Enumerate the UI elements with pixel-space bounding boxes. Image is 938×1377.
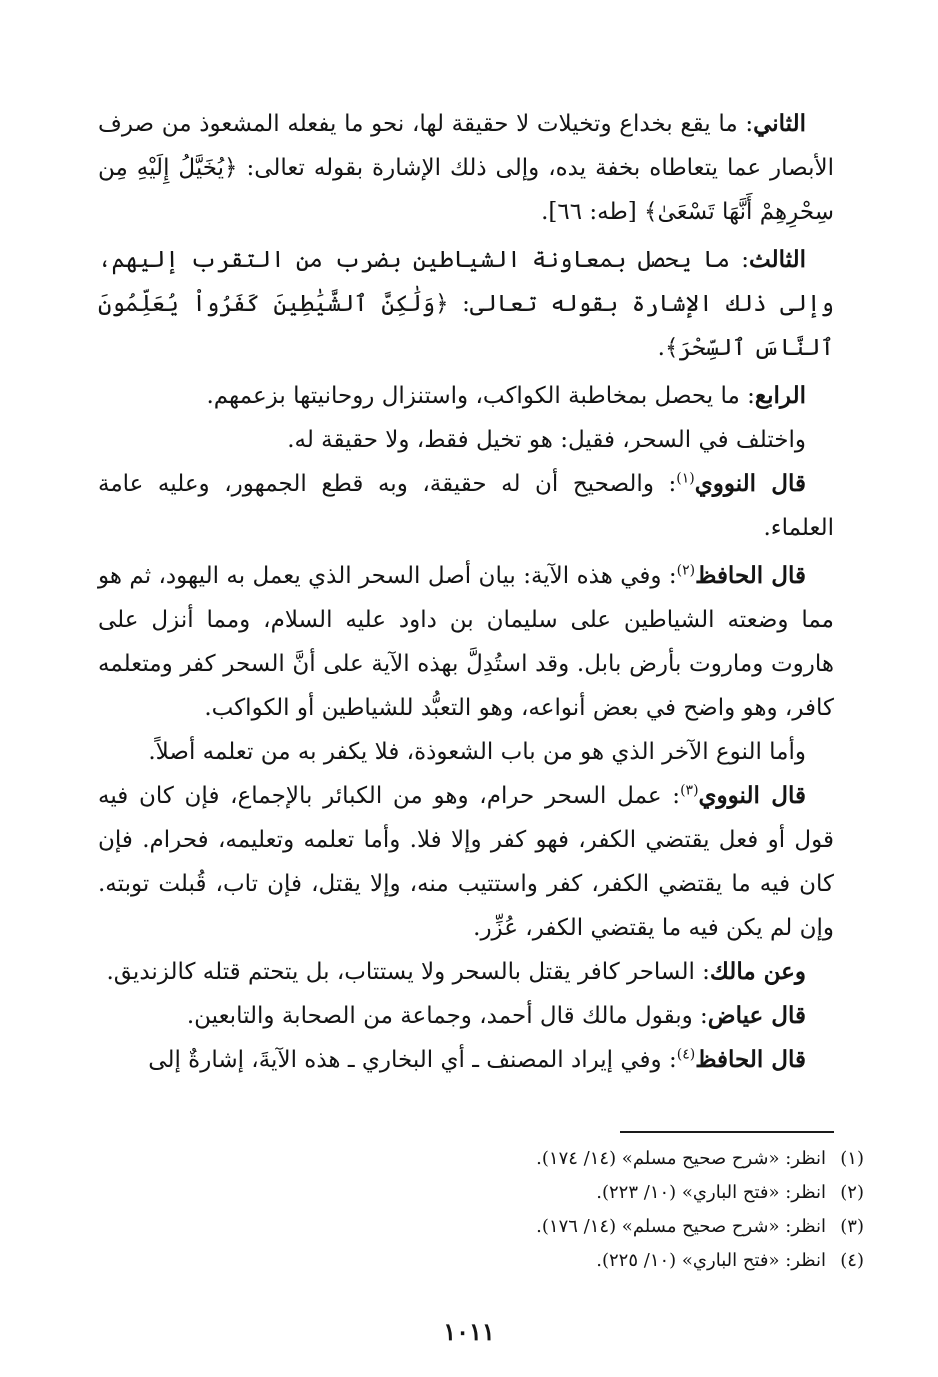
footnote-number: (٢) bbox=[840, 1182, 864, 1203]
paragraph-fourth-type bbox=[98, 374, 834, 418]
paragraph-lead: قال الحافظ bbox=[695, 1046, 806, 1073]
footnote-text: انظر: «شرح صحيح مسلم» (١٤/ ١٧٤). bbox=[536, 1148, 826, 1169]
paragraph-dispute bbox=[98, 418, 834, 462]
footnote-item bbox=[124, 1176, 864, 1210]
paragraph-body: : وفي إيراد المصنف ـ أي البخاري ـ هذه الآيةَ، إشارةٌ إلى bbox=[148, 1047, 677, 1073]
paragraph-body: : ما يحصل بمخاطبة الكواكب، واستنزال روحانيتها بزعمهم. bbox=[206, 383, 755, 409]
paragraph-body: : ما يحصل بمعاونة الشياطين بضرب من التقرب إليهم، وإلى ذلك الإشارة بقوله تعالى: ﴿وَلَٰكِنَّ ٱلشَّيَٰطِينَ كَفَرُواْ يُعَلِّمُونَ ٱلنَّاسَ ٱلسِّحْرَ﴾. bbox=[98, 247, 834, 361]
footnote-text: انظر: «شرح صحيح مسلم» (١٤/ ١٧٦). bbox=[536, 1216, 826, 1237]
footnote-item bbox=[124, 1142, 864, 1176]
paragraph-lead: الثاني bbox=[753, 110, 806, 137]
paragraph-lead: الثالث bbox=[749, 246, 806, 273]
paragraph-other-type bbox=[98, 730, 834, 774]
footnote-ref: (١) bbox=[676, 470, 695, 487]
paragraph-third-type bbox=[98, 238, 834, 370]
paragraph-second-type bbox=[98, 102, 834, 234]
footnote-text: انظر: «فتح الباري» (١٠/ ٢٢٣). bbox=[596, 1182, 826, 1203]
footnote-ref: (٤) bbox=[676, 1046, 696, 1063]
paragraph-body: : الساحر كافر يقتل بالسحر ولا يستتاب، بل يتحتم قتله كالزنديق. bbox=[106, 959, 710, 985]
paragraph-body: وأما النوع الآخر الذي هو من باب الشعوذة، فلا يكفر به من تعلمه أصلاً. bbox=[148, 739, 806, 765]
paragraph-body: واختلف في السحر، فقيل: هو تخيل فقط، ولا حقيقة له. bbox=[287, 427, 806, 453]
paragraph-body: : ما يقع بخداع وتخيلات لا حقيقة لها، نحو ما يفعله المشعوذ من صرف الأبصار عما يتعاطاه بخفة يده، وإلى ذلك الإشارة بقوله تعالى: ﴿يُخَيَّلُ إِلَيْهِ مِن سِحْرِهِمْ أَنَّهَا تَسْعَىٰ﴾ [طه: ٦٦]. bbox=[98, 111, 834, 225]
page-number: ١٠١١ bbox=[443, 1317, 495, 1346]
paragraph-body: : وبقول مالك قال أحمد، وجماعة من الصحابة والتابعين. bbox=[186, 1003, 708, 1029]
paragraph-malik bbox=[98, 950, 834, 994]
footnotes bbox=[124, 1142, 864, 1278]
footnote-ref: (٢) bbox=[676, 562, 696, 579]
paragraph-lead: الرابع bbox=[754, 382, 806, 409]
paragraph-lead: قال الحافظ bbox=[695, 562, 806, 589]
paragraph-body: : وفي هذه الآية: بيان أصل السحر الذي يعمل به اليهود، ثم هو مما وضعته الشياطين على سليمان بن داود عليه السلام، ومما أنزل على هاروت وماروت بأرض بابل. وقد استُدِلَّ بهذه الآية على أنَّ السحر كفر ومتعلمه كافر، وهو واضح في بعض أنواعه، وهو التعبُّد للشياطين أو الكواكب. bbox=[98, 563, 834, 721]
footnote-item bbox=[124, 1244, 864, 1278]
paragraph-nawawi-1 bbox=[98, 462, 834, 550]
paragraph-body: : والصحيح أن له حقيقة، وبه قطع الجمهور، وعليه عامة العلماء. bbox=[98, 471, 834, 541]
paragraph-iyad bbox=[98, 994, 834, 1038]
paragraph-lead: قال النووي bbox=[698, 782, 806, 809]
paragraph-nawawi-2 bbox=[98, 774, 834, 950]
footnote-ref: (٣) bbox=[680, 782, 699, 799]
footnote-number: (٣) bbox=[840, 1216, 864, 1237]
paragraph-hafiz-2 bbox=[98, 1038, 834, 1082]
paragraph-lead: قال النووي bbox=[694, 470, 806, 497]
main-text bbox=[98, 102, 834, 1082]
paragraph-hafiz-1 bbox=[98, 554, 834, 730]
footnote-separator bbox=[620, 1131, 834, 1133]
paragraph-lead: وعن مالك bbox=[709, 958, 806, 985]
paragraph-lead: قال عياض bbox=[707, 1002, 806, 1029]
footnote-number: (١) bbox=[840, 1148, 864, 1169]
footnote-text: انظر: «فتح الباري» (١٠/ ٢٢٥). bbox=[596, 1250, 826, 1271]
footnote-item bbox=[124, 1210, 864, 1244]
footnote-number: (٤) bbox=[840, 1250, 864, 1271]
paragraph-body: : عمل السحر حرام، وهو من الكبائر بالإجماع، فإن كان فيه قول أو فعل يقتضي الكفر، فهو كفر وإلا فلا. وأما تعلمه وتعليمه، فحرام. فإن كان فيه ما يقتضي الكفر، كفر واستتيب منه، وإلا يقتل، فإن تاب، قُبلت توبته. وإن لم يكن فيه ما يقتضي الكفر، عُزِّر. bbox=[98, 783, 834, 941]
